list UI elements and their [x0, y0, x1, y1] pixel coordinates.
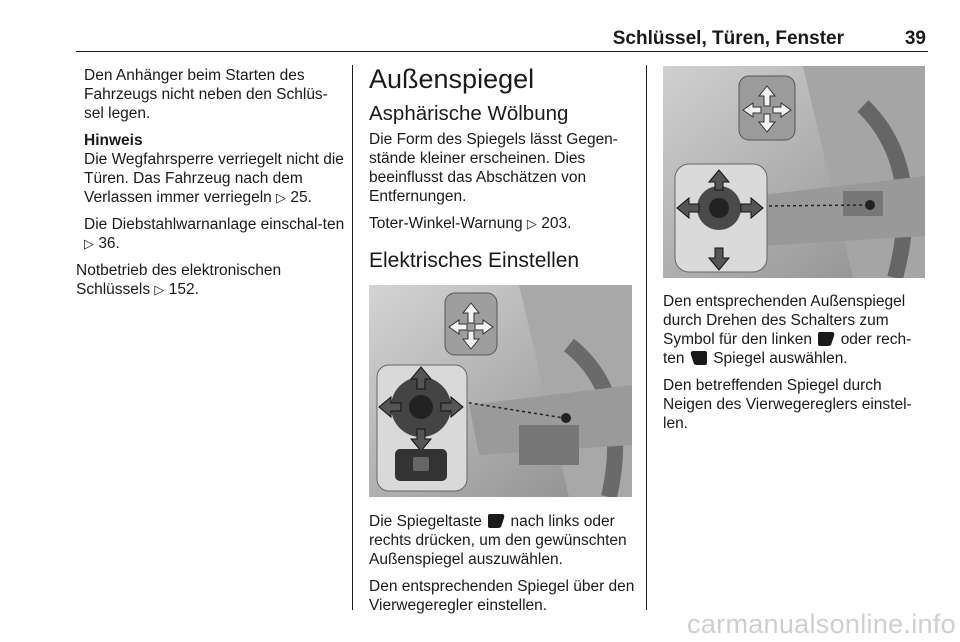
watermark: carmanualsonline.info	[687, 609, 956, 639]
reference-arrow-icon: ▷	[526, 216, 537, 231]
column-divider-2	[646, 65, 647, 610]
page-number: 39	[904, 28, 926, 49]
paragraph-wolbung: Die Form des Spiegels lässt Gegen-stände kleiner erscheinen. Dies beeinflusst das Abschätzen von Entfernungen.	[369, 131, 618, 205]
page-title: Schlüssel, Türen, Fenster	[612, 28, 844, 49]
page-ref-36[interactable]: 36.	[98, 235, 120, 252]
page-ref-203[interactable]: 203.	[541, 215, 572, 232]
subsection-title-asphaerisch: Asphärische Wölbung	[369, 102, 569, 125]
page-ref-152[interactable]: 152.	[168, 281, 199, 298]
left-column	[76, 66, 346, 307]
right-column	[663, 292, 931, 441]
hinweis-label: Hinweis	[84, 132, 143, 149]
paragraph-vierwegeregler: Den entsprechenden Spiegel über den Vierwegeregler einstellen.	[369, 578, 635, 614]
paragraph-toter-winkel: Toter-Winkel-Warnung ▷ 203.	[369, 215, 572, 232]
mirror-switch-figure-2	[663, 66, 925, 278]
hinweis-block	[76, 131, 346, 253]
middle-column	[369, 64, 637, 287]
reference-arrow-icon: ▷	[276, 190, 287, 205]
mirror-left-icon	[816, 331, 836, 347]
paragraph-anhaenger: Den Anhänger beim Starten des Fahrzeugs nicht neben den Schlüs-sel legen.	[84, 67, 328, 122]
column-divider-1	[352, 65, 353, 610]
mirror-switch-figure-1	[369, 285, 632, 497]
section-title: Außenspiegel	[369, 64, 535, 94]
mirror-left-icon	[486, 513, 506, 529]
paragraph-notbetrieb: Notbetrieb des elektronischen Schlüssels ▷ 152.	[76, 262, 282, 298]
paragraph-spiegeltaste: Die Spiegeltaste nach links oder rechts drücken, um den gewünschten Außenspiegel auszuwählen.	[369, 513, 627, 568]
paragraph-diebstahl: Die Diebstahlwarnanlage einschal-ten ▷ 36.	[84, 216, 345, 252]
middle-column-bottom	[369, 512, 637, 623]
reference-arrow-icon: ▷	[84, 236, 94, 251]
page-ref-25[interactable]: 25.	[290, 189, 312, 206]
subsection-title-elektrisch: Elektrisches Einstellen	[369, 249, 580, 272]
mirror-right-icon	[689, 350, 709, 366]
paragraph-neigen: Den betreffenden Spiegel durch Neigen des Vierwegereglers einstel-len.	[663, 377, 912, 432]
paragraph-drehschalter: Den entsprechenden Außenspiegel durch Drehen des Schalters zum Symbol für den linken oder rech-ten Spiegel auswählen.	[663, 293, 912, 367]
page-header	[76, 26, 928, 52]
paragraph-wegfahrsperre: Die Wegfahrsperre verriegelt nicht die Türen. Das Fahrzeug nach dem Verlassen immer verriegeln ▷ 25.	[84, 151, 344, 206]
reference-arrow-icon: ▷	[154, 282, 165, 297]
